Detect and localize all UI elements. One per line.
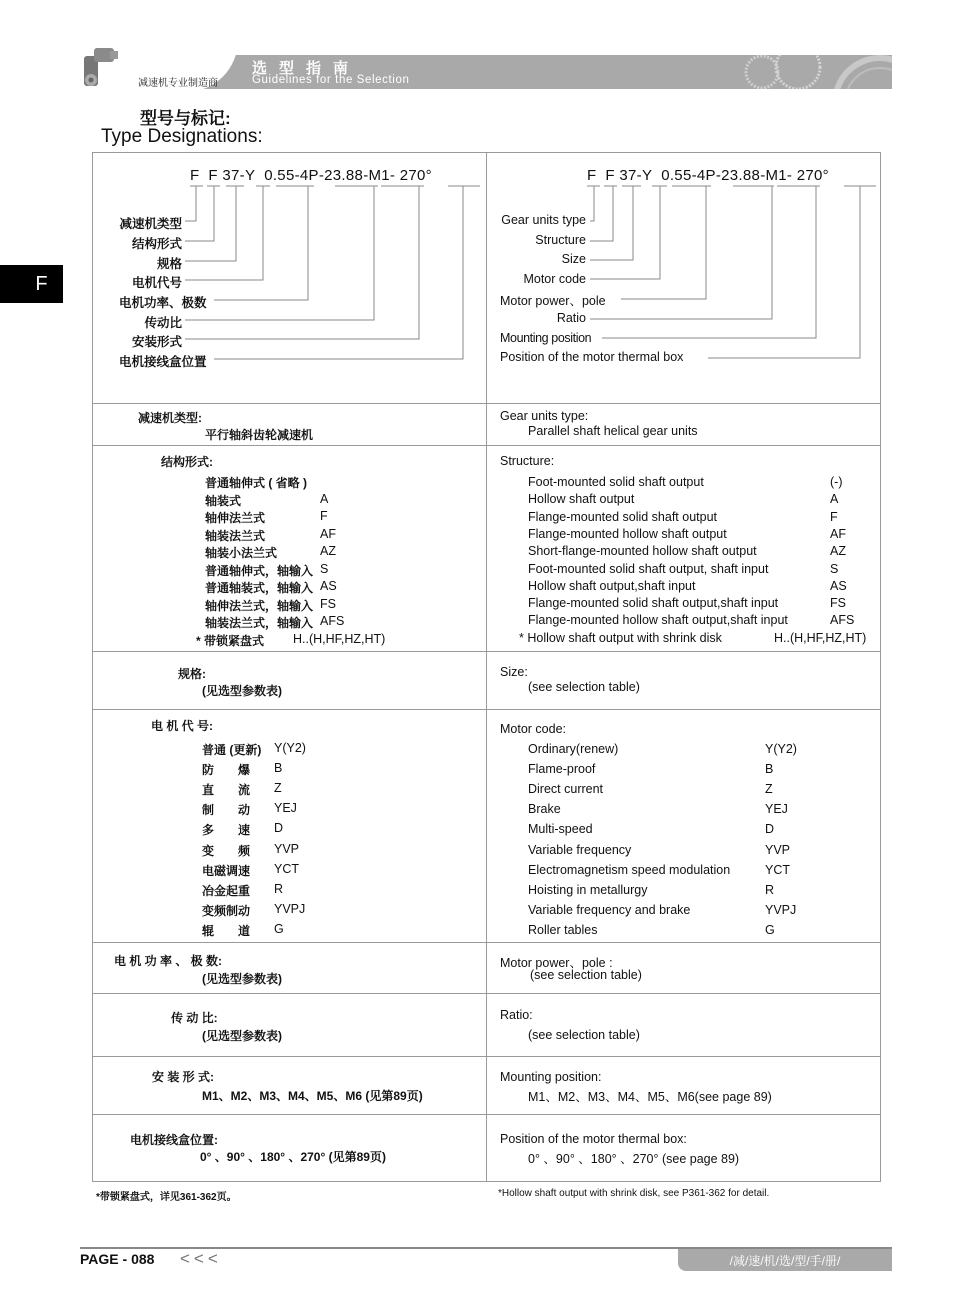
structure-row-cn-name: 普通轴伸式 ( 省略 ) xyxy=(205,476,307,490)
code-sep: - xyxy=(239,167,245,184)
structure-row-en-code: AS xyxy=(830,578,847,593)
motor-code-row-cn-code: YEJ xyxy=(274,801,297,816)
designation-code-en xyxy=(587,167,829,184)
motor-code-title-en: Motor code: xyxy=(500,722,567,736)
column-divider xyxy=(486,152,487,1182)
code-sep: - xyxy=(318,167,325,184)
footnote-en: *Hollow shaft output with shrink disk, see P361-362 for detail. xyxy=(498,1188,770,1199)
structure-row-cn-name: 轴装式 xyxy=(205,493,242,508)
structure-row-cn-code: AS xyxy=(320,579,337,593)
motor-code-row-en-name: Multi-speed xyxy=(528,822,593,837)
gear-type-title-cn: 减速机类型: xyxy=(138,411,202,425)
motor-code-row-en-name: Roller tables xyxy=(528,922,598,937)
size-value-cn: (见选型参数表) xyxy=(202,684,282,698)
structure-row-en-code: S xyxy=(830,561,839,576)
motor-code-row-cn-code: YCT xyxy=(274,861,299,876)
section-title-cn: 型号与标记: xyxy=(140,109,231,128)
structure-row-en-name: Foot-mounted solid shaft output xyxy=(528,475,704,489)
code-structure: F xyxy=(208,167,218,184)
structure-row-en-code: FS xyxy=(830,596,846,611)
structure-title-cn: 结构形式: xyxy=(161,455,213,469)
code-motor: Y xyxy=(244,167,256,184)
mounting-title-en: Mounting position: xyxy=(500,1070,602,1084)
structure-row-en-code: F xyxy=(830,509,838,524)
label-en-motor-code: Motor code xyxy=(523,272,586,286)
code-sep: - xyxy=(715,167,722,184)
structure-row-cn-code: AZ xyxy=(320,544,336,558)
code-thermal-box: 270° xyxy=(399,167,432,184)
row-divider xyxy=(92,942,881,943)
row-divider xyxy=(92,993,881,994)
structure-row-cn-name: 轴伸法兰式，轴输入 xyxy=(205,598,314,613)
mounting-value-cn: M1、M2、M3、M4、M5、M6 (见第89页) xyxy=(202,1089,423,1103)
row-divider xyxy=(92,709,881,710)
code-pole: 4P xyxy=(299,167,319,184)
motor-code-row-cn-code: D xyxy=(274,821,284,836)
structure-row-cn-code: AFS xyxy=(320,614,345,628)
structure-row-cn-name: 轴装法兰式 xyxy=(205,528,266,543)
code-pole: 4P xyxy=(696,167,716,184)
label-cn-motor-code: 电机代号 xyxy=(131,276,182,290)
motor-code-row-cn-name: 电磁调速 xyxy=(202,863,251,878)
page-number: PAGE - 088 xyxy=(80,1251,155,1267)
motor-code-row-cn-code: Y(Y2) xyxy=(274,741,306,755)
structure-row-cn-code: AF xyxy=(320,526,336,541)
row-divider xyxy=(92,651,881,652)
mounting-title-cn: 安 装 形 式: xyxy=(152,1070,214,1084)
structure-row-en-name: Short-flange-mounted hollow shaft output xyxy=(528,544,757,559)
manual-title-tab xyxy=(678,1249,892,1271)
structure-row-cn-code: H..(H,HF,HZ,HT) xyxy=(293,631,386,646)
structure-row-en-code: H..(H,HF,HZ,HT) xyxy=(774,630,867,645)
label-cn-structure: 结构形式 xyxy=(131,237,182,251)
code-mounting: M1 xyxy=(368,167,390,184)
code-type: F xyxy=(190,167,200,184)
structure-row-en-code: AF xyxy=(830,526,846,541)
label-en-power: Motor power、pole xyxy=(500,294,606,308)
structure-row-en-code: AZ xyxy=(830,544,846,559)
chapter-tab-label: F xyxy=(35,272,48,295)
gears-decoration-icon xyxy=(740,55,892,89)
structure-row-cn-code: F xyxy=(320,509,328,523)
header-title-cn: 选型指南 xyxy=(252,60,361,77)
structure-row-cn-code: A xyxy=(320,491,329,506)
code-thermal-box: 270° xyxy=(796,167,829,184)
code-mounting: M1 xyxy=(765,167,787,184)
label-cn-power: 电机功率、极数 xyxy=(119,296,207,310)
motor-code-row-cn-name: 普通 (更新) xyxy=(202,743,262,757)
code-sep: - xyxy=(294,167,300,184)
code-sep: - xyxy=(786,167,793,184)
motor-code-row-en-name: Electromagnetism speed modulation xyxy=(528,862,731,877)
motor-code-row-cn-code: YVP xyxy=(274,841,300,856)
code-sep: - xyxy=(363,167,369,184)
motor-code-row-cn-name: 多 速 xyxy=(202,823,251,838)
maker-tagline: 减速机专业制造商 xyxy=(138,78,218,89)
structure-row-en-name: Hollow shaft output xyxy=(528,492,635,507)
motor-code-title-cn: 电 机 代 号: xyxy=(151,719,213,733)
code-size: 37 xyxy=(619,167,637,184)
motor-code-row-en-code: D xyxy=(765,822,775,837)
gear-type-title-en: Gear units type: xyxy=(500,409,589,423)
section-title-en: Type Designations: xyxy=(101,126,263,147)
code-sep: - xyxy=(636,167,642,184)
code-power: 0.55 xyxy=(661,167,692,184)
structure-row-cn-code: S xyxy=(320,561,329,576)
structure-row-en-name: Flange-mounted hollow shaft output,shaft input xyxy=(528,613,788,628)
motor-code-row-cn-name: 变频制动 xyxy=(202,903,251,918)
structure-row-en-name: Flange-mounted solid shaft output,shaft input xyxy=(528,596,779,611)
motor-code-row-en-code: YEJ xyxy=(765,802,788,817)
motor-code-row-en-code: B xyxy=(765,762,774,777)
structure-title-en: Structure: xyxy=(500,454,555,468)
motor-code-row-en-code: YVP xyxy=(765,842,791,857)
motor-power-title-en: Motor power、pole : xyxy=(500,956,613,970)
code-power: 0.55 xyxy=(264,167,295,184)
motor-code-row-en-name: Variable frequency and brake xyxy=(528,902,691,917)
structure-row-en-code: AFS xyxy=(830,613,855,628)
structure-row-cn-name: 普通轴伸式，轴输入 xyxy=(205,563,314,578)
motor-code-row-cn-name: 防 爆 xyxy=(202,763,251,778)
motor-code-row-cn-code: B xyxy=(274,761,283,776)
ratio-title-cn: 传 动 比: xyxy=(171,1011,218,1025)
gear-reducer-logo-icon xyxy=(80,42,128,90)
thermal-box-value-en: 0° 、90° 、180° 、270° (see page 89) xyxy=(528,1152,740,1166)
code-ratio: 23.88 xyxy=(324,167,364,184)
label-cn-mounting: 安装形式 xyxy=(131,335,182,349)
structure-row-cn-name: 轴伸法兰式 xyxy=(205,511,266,525)
motor-code-row-cn-name: 冶金起重 xyxy=(202,883,251,898)
chapter-tab xyxy=(0,265,63,303)
structure-row-cn-name: 轴装法兰式，轴输入 xyxy=(205,616,314,630)
label-en-size: Size xyxy=(561,252,586,266)
label-cn-thermal-box: 电机接线盒位置 xyxy=(119,355,207,369)
row-divider xyxy=(92,445,881,446)
gear-type-value-cn: 平行轴斜齿轮减速机 xyxy=(205,428,314,442)
structure-row-en-name: Flange-mounted solid shaft output xyxy=(528,509,718,524)
label-en-ratio: Ratio xyxy=(556,311,586,325)
structure-row-cn-name: 轴装小法兰式 xyxy=(205,546,278,560)
label-en-type: Gear units type xyxy=(501,213,586,227)
gear-type-value-en: Parallel shaft helical gear units xyxy=(528,424,698,438)
designation-code-cn xyxy=(190,167,432,184)
structure-row-cn-code: FS xyxy=(320,596,336,611)
footnote-cn: *带锁紧盘式，详见361-362页。 xyxy=(96,1192,237,1203)
row-divider xyxy=(92,1114,881,1115)
mounting-value-en: M1、M2、M3、M4、M5、M6(see page 89) xyxy=(528,1090,772,1104)
label-en-thermal-box: Position of the motor thermal box xyxy=(500,350,684,364)
structure-row-en-name: Flange-mounted hollow shaft output xyxy=(528,526,727,541)
motor-power-value-en: (see selection table) xyxy=(530,968,642,982)
motor-code-row-en-code: G xyxy=(765,922,775,937)
structure-row-cn-name: 普通轴装式，轴输入 xyxy=(205,581,314,595)
motor-code-row-en-code: R xyxy=(765,882,775,897)
motor-code-row-cn-code: G xyxy=(274,921,284,936)
thermal-box-title-cn: 电机接线盒位置: xyxy=(130,1133,218,1147)
size-title-en: Size: xyxy=(500,665,528,679)
motor-code-row-en-code: Z xyxy=(765,782,773,797)
structure-row-en-name: Hollow shaft output,shaft input xyxy=(528,578,696,593)
label-cn-ratio: 传动比 xyxy=(144,316,182,330)
label-en-mounting: Mounting position xyxy=(500,331,592,345)
code-sep: - xyxy=(760,167,766,184)
motor-code-row-cn-name: 制 动 xyxy=(202,803,251,818)
motor-code-row-cn-name: 辊 道 xyxy=(202,923,251,938)
back-arrows-icon: <<< xyxy=(180,1249,222,1268)
thermal-box-title-en: Position of the motor thermal box: xyxy=(500,1132,687,1146)
motor-code-row-cn-name: 变 频 xyxy=(202,843,251,858)
motor-code-row-en-code: YVPJ xyxy=(765,902,797,917)
code-size: 37 xyxy=(222,167,240,184)
motor-code-row-en-name: Ordinary(renew) xyxy=(528,742,619,756)
structure-row-cn-name: * 带锁紧盘式 xyxy=(196,633,265,648)
motor-code-row-en-name: Direct current xyxy=(528,782,604,797)
structure-row-en-code: (-) xyxy=(830,475,843,489)
ratio-value-cn: (见选型参数表) xyxy=(202,1029,282,1043)
label-cn-size: 规格 xyxy=(156,257,182,271)
label-en-structure: Structure xyxy=(535,233,586,247)
motor-code-row-cn-code: R xyxy=(274,881,284,896)
ratio-title-en: Ratio: xyxy=(500,1008,533,1022)
motor-code-row-cn-code: Z xyxy=(274,781,282,796)
motor-power-value-cn: (见选型参数表) xyxy=(202,972,282,986)
motor-code-row-cn-name: 直 流 xyxy=(202,783,251,798)
motor-code-row-en-name: Hoisting in metallurgy xyxy=(528,882,648,897)
code-ratio: 23.88 xyxy=(721,167,761,184)
label-cn-type: 减速机类型 xyxy=(119,217,182,231)
ratio-value-en: (see selection table) xyxy=(528,1028,640,1042)
motor-power-title-cn: 电 机 功 率 、 极 数: xyxy=(114,954,223,968)
motor-code-row-en-code: YCT xyxy=(765,862,790,877)
motor-code-row-en-code: Y(Y2) xyxy=(765,742,797,756)
size-title-cn: 规格: xyxy=(178,667,206,681)
motor-code-row-cn-code: YVPJ xyxy=(274,901,306,916)
structure-row-en-name: * Hollow shaft output with shrink disk xyxy=(519,630,722,645)
row-divider xyxy=(92,403,881,404)
code-sep: - xyxy=(691,167,697,184)
header-title-en: Guidelines for the Selection xyxy=(252,74,410,86)
motor-code-row-en-name: Flame-proof xyxy=(528,762,596,777)
structure-row-en-name: Foot-mounted solid shaft output, shaft input xyxy=(528,561,769,576)
motor-code-row-en-name: Variable frequency xyxy=(528,842,632,857)
motor-code-row-en-name: Brake xyxy=(528,802,561,817)
manual-title: /减/速/机/选/型/手/册/ xyxy=(729,1253,841,1268)
code-type: F xyxy=(587,167,597,184)
code-structure: F xyxy=(605,167,615,184)
structure-row-en-code: A xyxy=(830,492,839,507)
size-value-en: (see selection table) xyxy=(528,680,640,694)
thermal-box-value-cn: 0° 、90° 、180° 、270° (见第89页) xyxy=(200,1150,386,1164)
code-sep: - xyxy=(389,167,396,184)
code-motor: Y xyxy=(641,167,653,184)
row-divider xyxy=(92,1056,881,1057)
